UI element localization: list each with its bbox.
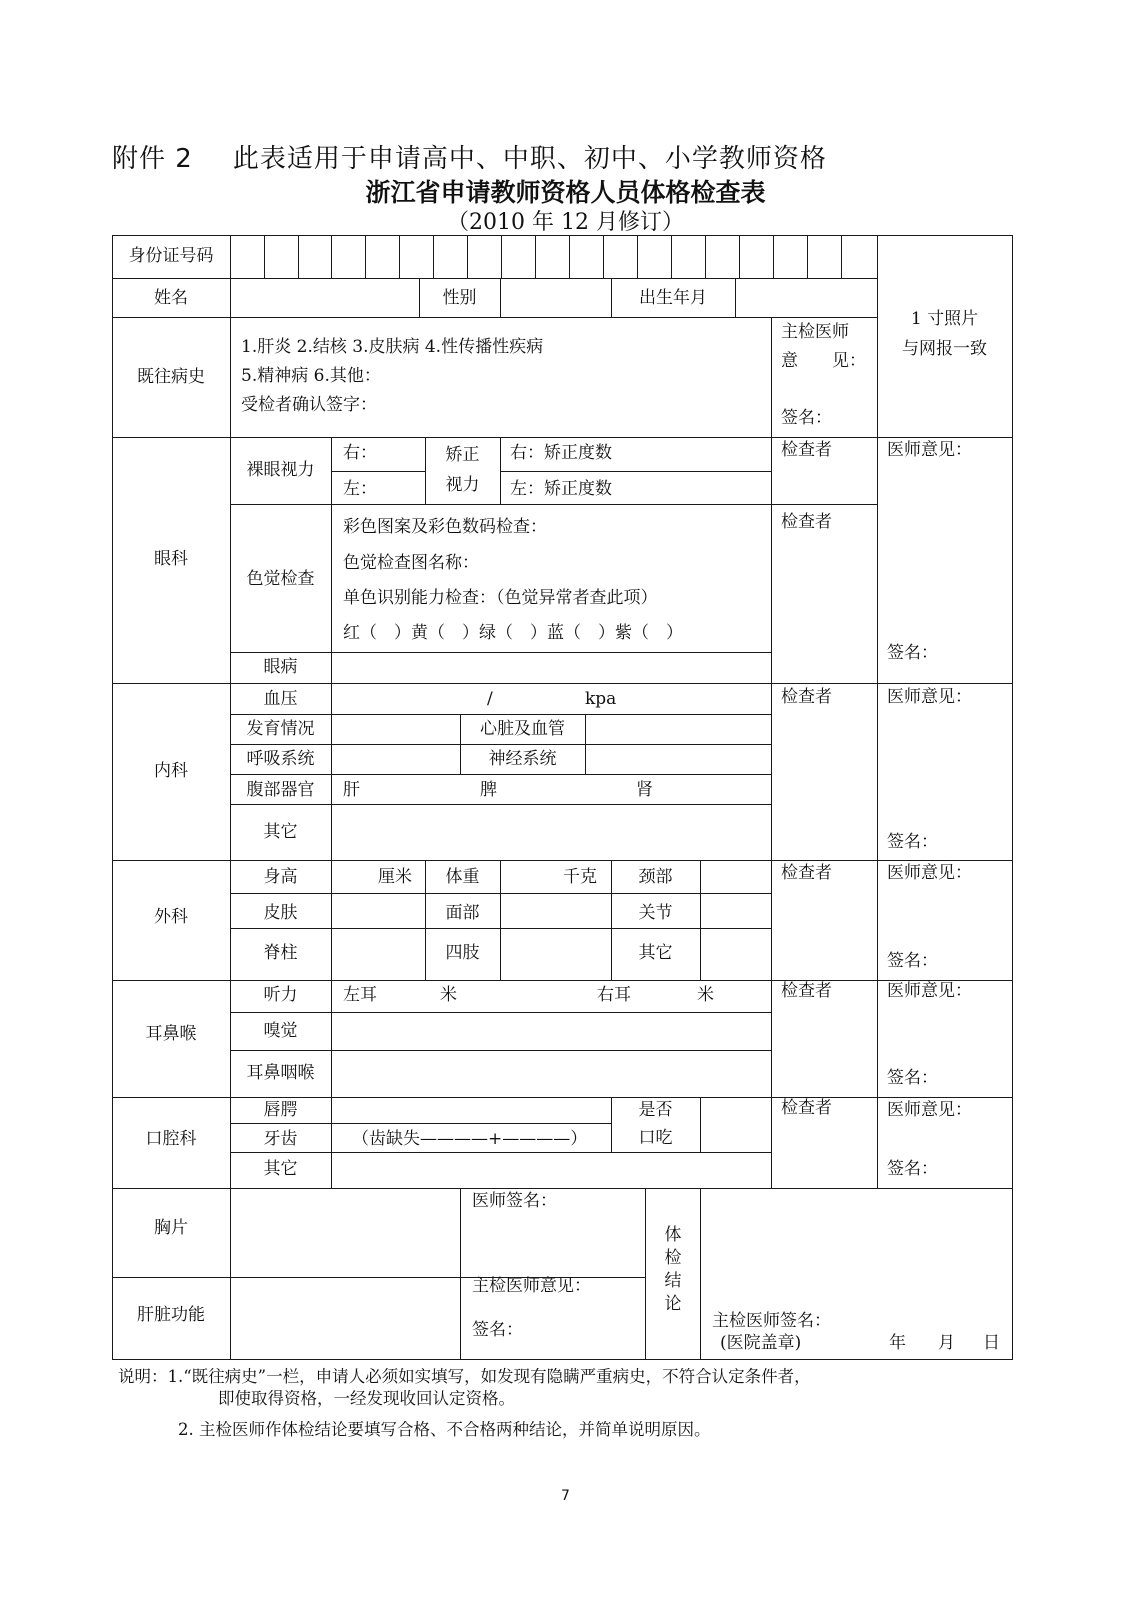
eye-section-label: 眼科 (154, 549, 188, 569)
respiratory-label: 呼吸系统 (246, 749, 315, 769)
throat-label: 耳鼻咽喉 (246, 1063, 315, 1083)
bp-unit: kpa (585, 689, 617, 709)
right-ear-unit: 米 (697, 985, 714, 1005)
name-label: 姓名 (154, 288, 188, 308)
face-label: 面部 (445, 903, 480, 923)
chief-doctor-l2: 意 见： (781, 351, 866, 371)
page-number: 7 (561, 1488, 570, 1504)
heart-label: 心脏及血管 (480, 719, 565, 739)
lips-label: 唇腭 (263, 1100, 298, 1120)
chest-xray-label: 胸片 (154, 1218, 188, 1238)
name-field[interactable] (231, 279, 418, 317)
history-line1: 1.肝炎 2.结核 3.皮肤病 4.性传播性疾病 (241, 337, 544, 357)
ent-examiner: 检查者 (781, 981, 832, 1001)
note-line1: 说明：1.“既往病史”一栏，申请人必须如实填写，如发现有隐瞒严重病史，不符合认定条件者， (118, 1367, 811, 1386)
spine-label: 脊柱 (263, 943, 298, 963)
scope-note: 此表适用于申请高中、中职、初中、小学教师资格 (232, 144, 827, 174)
teeth-value: （齿缺失————+————） (352, 1129, 588, 1149)
kidney-label: 肾 (636, 780, 653, 800)
smell-label: 嗅觉 (263, 1021, 298, 1041)
eye-examiner-2: 检查者 (781, 512, 832, 532)
left-ear-unit: 米 (440, 985, 457, 1005)
chief-doctor-sign: 主检医师签名： (712, 1311, 831, 1331)
form-title: 浙江省申请教师资格人员体格检查表 (365, 178, 766, 207)
history-label: 既往病史 (137, 367, 205, 387)
ent-sign: 签名： (887, 1068, 938, 1088)
attachment-header (112, 138, 827, 175)
abdominal-label: 腹部器官 (246, 780, 315, 800)
surgery-sign: 签名： (887, 951, 938, 971)
birth-field[interactable] (736, 279, 876, 317)
skin-label: 皮肤 (263, 903, 298, 923)
eye-opinion: 医师意见： (887, 440, 972, 460)
stutter-l2: 口吃 (638, 1128, 673, 1148)
oral-other-label: 其它 (263, 1159, 298, 1179)
bp-slash: / (487, 689, 493, 709)
surgery-opinion: 医师意见： (887, 863, 972, 883)
note-line2: 即使取得资格，一经发现收回认定资格。 (218, 1389, 515, 1408)
id-number-field[interactable] (231, 236, 876, 278)
color-vision-label: 色觉检查 (246, 569, 315, 589)
ent-opinion: 医师意见： (887, 981, 972, 1001)
surgery-other-label: 其它 (638, 943, 673, 963)
ent-section-label: 耳鼻喉 (145, 1024, 197, 1044)
chief-opinion-label: 主检医师意见： (472, 1276, 591, 1296)
internal-section-label: 内科 (154, 761, 188, 781)
weight-unit: 千克 (563, 867, 597, 887)
right-corrected-label: 右：矫正度数 (510, 443, 612, 463)
internal-other-label: 其它 (263, 822, 298, 842)
liver-sign: 签名： (472, 1320, 523, 1340)
nervous-label: 神经系统 (488, 749, 557, 769)
photo-label-line2: 与网报一致 (902, 339, 987, 359)
photo-label-line1: 1 寸照片 (910, 309, 979, 329)
naked-left-label: 左： (343, 479, 377, 499)
eye-examiner-1: 检查者 (781, 440, 832, 460)
hospital-stamp: (医院盖章) (720, 1333, 802, 1353)
naked-vision-label: 裸眼视力 (246, 460, 315, 480)
chief-doctor-l1: 主检医师 (781, 322, 849, 342)
left-ear-label: 左耳 (343, 985, 377, 1005)
revision-note: （2010 年 12 月修订） (447, 210, 684, 235)
surgery-section-label: 外科 (154, 907, 188, 927)
color-line2: 色觉检查图名称： (343, 553, 479, 573)
weight-label: 体重 (445, 867, 480, 887)
history-sign: 签名： (781, 408, 832, 428)
eye-disease-label: 眼病 (263, 657, 298, 677)
chest-doctor-sign: 医师签名： (472, 1191, 557, 1211)
internal-sign: 签名： (887, 832, 938, 852)
birth-label: 出生年月 (639, 288, 707, 308)
internal-opinion: 医师意见： (887, 687, 972, 707)
date-year: 年 (889, 1333, 906, 1353)
oral-opinion: 医师意见： (887, 1100, 972, 1120)
development-label: 发育情况 (246, 719, 315, 739)
oral-examiner: 检查者 (781, 1098, 832, 1118)
left-corrected-label: 左：矫正度数 (510, 479, 612, 499)
gender-label: 性别 (442, 288, 477, 308)
height-label: 身高 (263, 867, 298, 887)
surgery-examiner: 检查者 (781, 863, 832, 883)
color-line3: 单色识别能力检查：（色觉异常者查此项） (343, 588, 658, 608)
note-line3: 2. 主检医师作体检结论要填写合格、不合格两种结论，并简单说明原因。 (178, 1420, 711, 1439)
oral-sign: 签名： (887, 1159, 938, 1179)
date-month: 月 (938, 1333, 955, 1353)
neck-label: 颈部 (638, 867, 673, 887)
spleen-label: 脾 (480, 780, 497, 800)
color-line1: 彩色图案及彩色数码检查： (343, 517, 547, 537)
gender-field[interactable] (501, 279, 610, 317)
date-day: 日 (983, 1333, 1000, 1353)
height-unit: 厘米 (378, 867, 412, 887)
naked-right-label: 右： (343, 443, 377, 463)
id-number-label: 身份证号码 (128, 246, 214, 266)
internal-examiner: 检查者 (781, 687, 832, 707)
history-line3: 受检者确认签字： (241, 395, 377, 415)
teeth-label: 牙齿 (263, 1129, 298, 1149)
hearing-label: 听力 (263, 985, 298, 1005)
stutter-l1: 是否 (638, 1100, 673, 1120)
liver-function-label: 肝脏功能 (137, 1305, 205, 1325)
oral-section-label: 口腔科 (145, 1129, 197, 1149)
right-ear-label: 右耳 (597, 985, 631, 1005)
conclusion-label: 体检结论 (664, 1225, 682, 1314)
color-line4: 红（ ）黄（ ）绿（ ）蓝（ ）紫（ ） (343, 623, 683, 643)
eye-sign: 签名： (887, 643, 938, 663)
attachment-label: 附件 2 (112, 144, 193, 174)
joint-label: 关节 (638, 903, 673, 923)
bp-label: 血压 (263, 689, 298, 709)
history-line2: 5.精神病 6.其他： (241, 366, 381, 386)
liver-label: 肝 (343, 780, 360, 800)
limbs-label: 四肢 (445, 943, 480, 963)
corrected-vision-l2: 视力 (445, 475, 480, 495)
corrected-vision-l1: 矫正 (445, 445, 480, 465)
